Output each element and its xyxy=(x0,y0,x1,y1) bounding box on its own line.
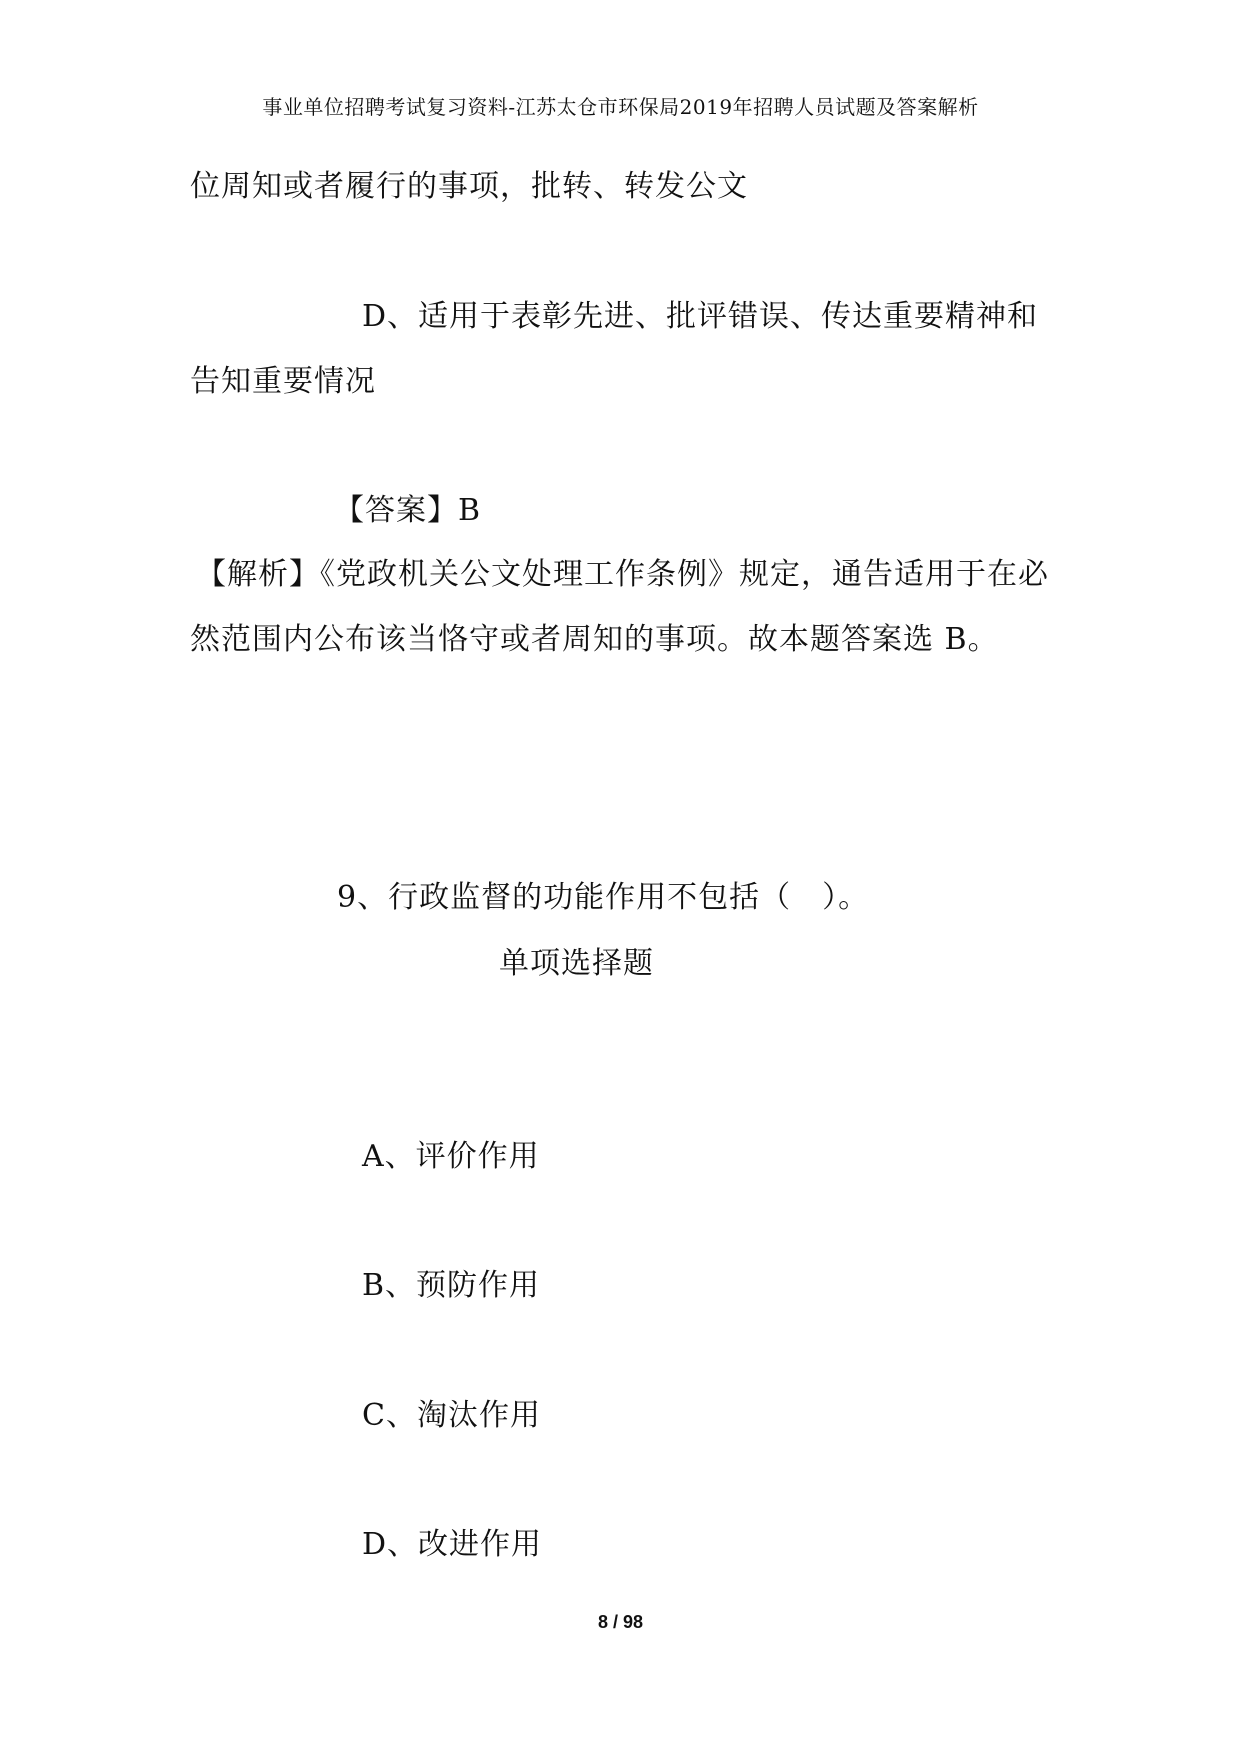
previous-option-d-line1: D、适用于表彰先进、批评错误、传达重要精神和 xyxy=(362,299,1039,334)
previous-option-d-line2: 告知重要情况 xyxy=(190,364,376,399)
option-c: C、淘汰作用 xyxy=(362,1398,541,1433)
page-header: 事业单位招聘考试复习资料-江苏太仓市环保局2019年招聘人员试题及答案解析 xyxy=(262,95,979,119)
analysis-line1: 【解析】《党政机关公文处理工作条例》规定，通告适用于在必 xyxy=(196,557,1049,592)
page-number: 8 / 98 xyxy=(597,1612,644,1632)
option-a: A、评价作用 xyxy=(362,1139,540,1174)
answer-label: 【答案】B xyxy=(334,493,482,528)
analysis-line2: 然范围内公布该当恪守或者周知的事项。故本题答案选 B。 xyxy=(190,622,999,657)
option-b: B、预防作用 xyxy=(362,1268,541,1303)
question-text: 9、行政监督的功能作用不包括（ ）。 xyxy=(337,880,870,915)
question-type: 单项选择题 xyxy=(499,946,654,981)
previous-option-c-continuation: 位周知或者履行的事项，批转、转发公文 xyxy=(190,169,748,204)
option-d: D、改进作用 xyxy=(362,1527,543,1562)
